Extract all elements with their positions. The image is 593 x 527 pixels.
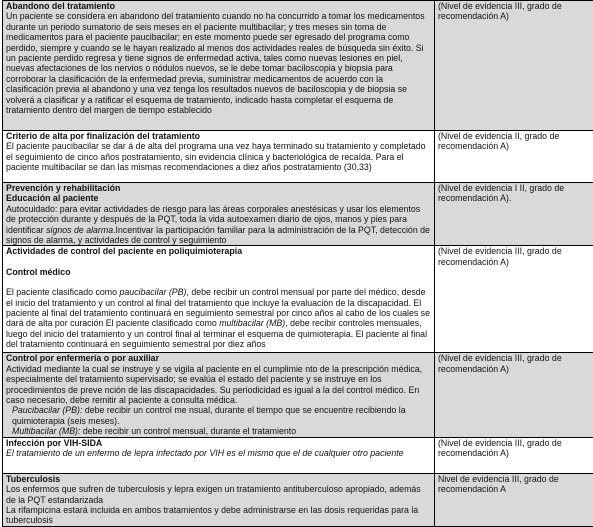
body-italic: Multibacilar (MB):: [12, 426, 80, 436]
evidence-text: (Nivel de evidencia III, grado de recomendación A): [438, 1, 593, 22]
row-heading: Infección por VIH-SIDA: [6, 438, 431, 448]
row-heading: Tuberculosis: [6, 474, 431, 484]
row-subheading: Educación al paciente: [6, 193, 431, 203]
table-row: [3, 246, 593, 353]
row-body: [6, 426, 431, 436]
table-row: [3, 473, 593, 526]
recommendation-cell: [3, 353, 435, 437]
row-heading: Prevención y rehabilitación: [6, 183, 431, 193]
evidence-cell: [435, 183, 593, 246]
evidence-cell: [435, 131, 593, 183]
evidence-cell: [435, 246, 593, 353]
evidence-text: (Nivel de evidencia III, grado de recomendación A): [438, 353, 593, 374]
body-italic: signos de alarma: [46, 225, 113, 235]
row-body: [6, 405, 431, 426]
evidence-text: Nivel de evidencia III, grado de recomendación A: [438, 474, 593, 495]
body-italic: El tratamiento de un enfermo de lepra infectado por VIH es el mismo que el de cualquier otro paciente: [6, 448, 404, 458]
row-body: [6, 204, 431, 246]
row-body: [6, 287, 431, 349]
evidence-cell: [435, 473, 593, 526]
evidence-cell: [435, 437, 593, 473]
body-italic: Paucibacilar (PB):: [12, 405, 82, 415]
table-row: [3, 183, 593, 246]
evidence-cell: [435, 353, 593, 437]
evidence-text: (Nivel de evidencia II, grado de recomendación A): [438, 131, 593, 152]
recommendation-cell: [3, 131, 435, 183]
body-text: , debe recibir un control mensual por parte del médico, desde el inicio del tratamiento y un control al final del tratamiento que incluye la evaluación de la discapacidad. El paciente al final del tratamiento continuará en seguimiento semestral por cinco años al cabo de los cuales se dará de alta por curación El paciente clasificado como: [6, 287, 430, 328]
row-heading: Control por enfermería o por auxiliar: [6, 353, 431, 363]
body-text: Autocuidado: para evitar actividades de riesgo para las áreas corporales anestésicas y usar los elementos de protección durante y después de la PQT, toda la vida autoexamen diario de ojos, manos y pies para identificar: [6, 204, 420, 235]
body-text: debe recibir un control me nsual, durante el tiempo que se encuentre recibiendo la quimioterapia (seis meses).: [12, 405, 406, 425]
evidence-cell: [435, 1, 593, 131]
recommendation-cell: [3, 437, 435, 473]
evidence-text: (Nivel de evidencia I II, grado de recomendación A).: [438, 183, 593, 204]
row-subheading: Control médico: [6, 267, 431, 277]
body-text: , debe recibir controles mensuales, luego del inicio del tratamiento y un control final al terminar el esquema de quimioterapia. El paciente al final del tratamiento continuará en seguimiento semestral por diez años: [6, 318, 427, 349]
table-row: [3, 353, 593, 437]
recommendation-cell: [3, 1, 435, 131]
row-body: La rifampicina estará incluida en ambos tratamientos y debe administrarse en las dosis requeridas para la tuberculosis: [6, 505, 431, 526]
evidence-text: (Nivel de evidencia III, grado de recomendación A): [438, 438, 593, 459]
body-text: El paciente clasificado como: [6, 287, 119, 297]
body-text: .Incentivar la participación familiar para la administración de la PQT, detección de signos de alarma, y actividades de control y seguimiento: [6, 225, 430, 245]
row-body: Un paciente se considera en abandono del tratamiento cuando no ha concurrido a tomar los medicamentos durante un periodo sumatorio de seis meses en el paciente multibacilar; y tres meses sin toma de medicamentos para el paciente paucibacilar; en este momento puede ser egresado del programa como perdido, siempre y cuando se le hayan realizado al menos dos actividades reales de búsqueda sin éxito. Si un paciente perdido regresa y tiene signos de enfermedad activa, tales como nuevas lesiones en piel, nuevas afectaciones de los nervios o nódulos nuevos, se le debe tomar baciloscopia y biopsia para corroborar la clasificación de la enfermedad previa, suministrar medicamentos de acuerdo con la clasificación previa al abandono y una vez tenga los resultados nuevos de baciloscopia y de biopsia se volverá a clasificar y a ratificar el esquema de tratamiento, indicado hasta completar el esquema de tratamiento dentro del margen de tiempo establecido: [6, 11, 431, 115]
body-italic: multibacilar (MB): [219, 318, 285, 328]
table-row: [3, 437, 593, 473]
table-row: [3, 131, 593, 183]
recommendation-cell: [3, 473, 435, 526]
recommendation-cell: [3, 183, 435, 246]
row-heading: Actividades de control del paciente en poliquimioterapia: [6, 246, 431, 256]
body-text: debe recibir un control mensual, durante el tratamiento: [80, 426, 296, 436]
recommendation-cell: [3, 246, 435, 353]
table-row: [3, 1, 593, 131]
row-body: Actividad mediante la cual se instruye y se vigila al paciente en el cumplimie nto de la prescripción médica, especialmente del tratamiento supervisado; se evalúa el estado del paciente y se instruye en los procedimientos de preve nción de las discapacidades. Su periodicidad es igual a la del control médico. En caso necesario, debe remitir al paciente a consulta médica.: [6, 364, 431, 406]
row-body: Los enfermos que sufren de tuberculosis y lepra exigen un tratamiento antituberculoso apropiado, además de la PQT estandarizada: [6, 484, 431, 505]
body-italic: paucibacilar (PB): [119, 287, 186, 297]
row-heading: Abandono del tratamiento: [6, 1, 431, 11]
row-body: [6, 448, 431, 458]
row-body: El paciente paucibacilar se dar á de alta del programa una vez haya terminado su tratamiento y completado el seguimiento de cinco años postratamiento, sin evidencia clínica y bacteriológica de recaída. Para el paciente multibacilar se dan las mismas recomendaciones a diez años postratamiento (30,33): [6, 141, 431, 172]
row-heading: Criterio de alta por finalización del tratamiento: [6, 131, 431, 141]
evidence-text: (Nivel de evidencia III, grado de recomendación A): [438, 246, 593, 267]
recommendations-table: [2, 0, 593, 527]
